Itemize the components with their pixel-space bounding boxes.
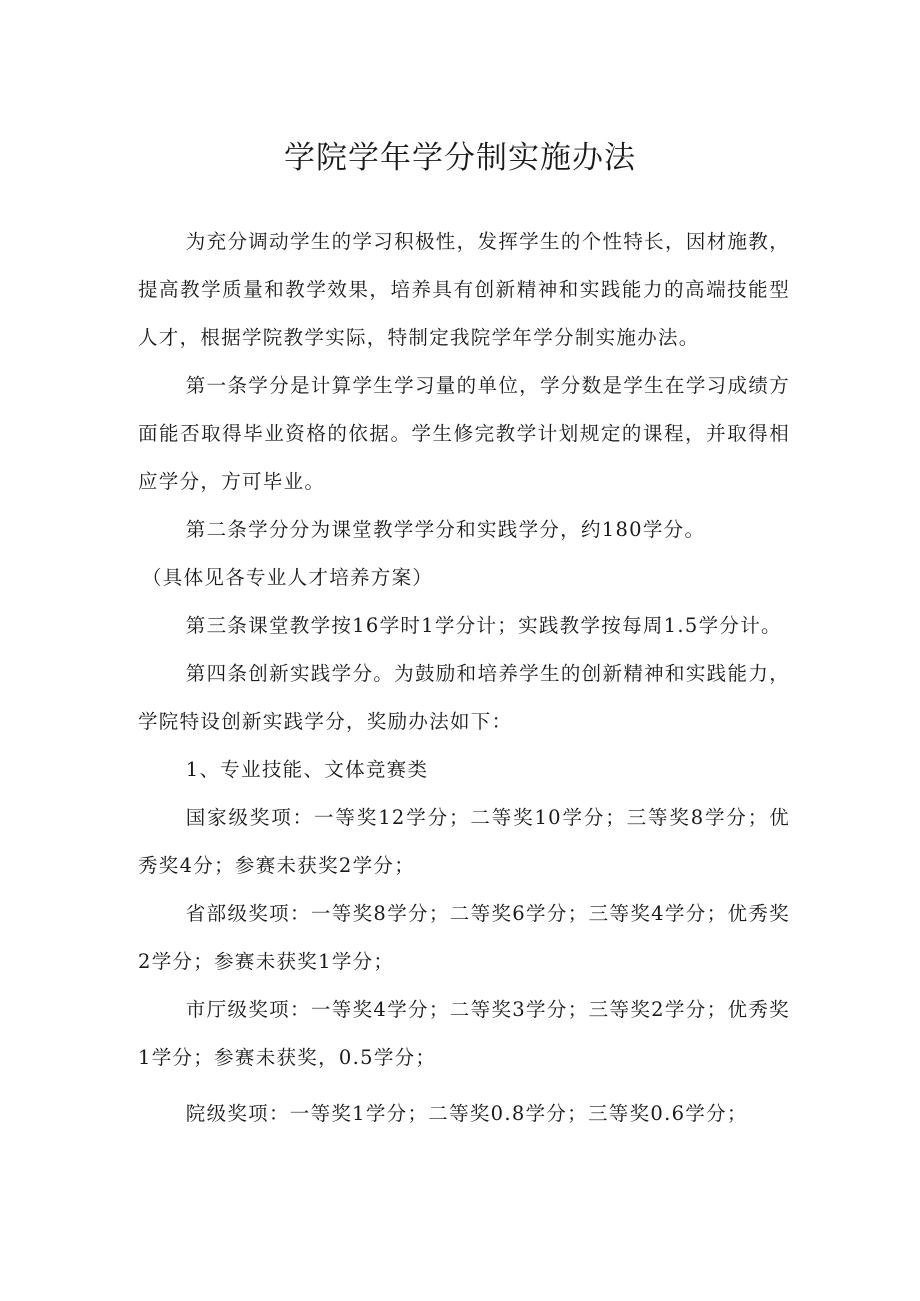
paragraph-municipal-awards: 市厅级奖项：一等奖4学分；二等奖3学分；三等奖2学分；优秀奖1学分；参赛未获奖，0.5学分； xyxy=(138,998,790,1069)
paragraph-note: （具体见各专业人才培养方案） xyxy=(142,566,434,589)
paragraph-article-2: 第二条学分分为课堂教学学分和实践学分，约180学分。 xyxy=(185,518,706,541)
document-body xyxy=(138,218,790,1138)
paragraph-article-1: 第一条学分是计算学生学习量的单位，学分数是学生在学习成绩方面能否取得毕业资格的依据。学生修完教学计划规定的课程，并取得相应学分，方可毕业。 xyxy=(138,374,790,493)
document-title: 学院学年学分制实施办法 xyxy=(284,140,636,176)
paragraph-national-awards: 国家级奖项：一等奖12学分；二等奖10学分；三等奖8学分；优秀奖4分；参赛未获奖2学分； xyxy=(138,806,790,877)
paragraph-college-awards: 院级奖项：一等奖1学分；二等奖0.8学分；三等奖0.6学分； xyxy=(185,1102,748,1125)
paragraph-provincial-awards: 省部级奖项：一等奖8学分；二等奖6学分；三等奖4学分；优秀奖2学分；参赛未获奖1学分； xyxy=(138,902,790,973)
paragraph-article-3: 第三条课堂教学按16学时1学分计；实践教学按每周1.5学分计。 xyxy=(185,614,782,637)
paragraph-article-4: 第四条创新实践学分。为鼓励和培养学生的创新精神和实践能力，学院特设创新实践学分，奖励办法如下： xyxy=(138,662,790,733)
paragraph-category-1: 1、专业技能、文体竞赛类 xyxy=(185,758,429,781)
paragraph-intro: 为充分调动学生的学习积极性，发挥学生的个性特长，因材施教，提高教学质量和教学效果，培养具有创新精神和实践能力的高端技能型人才，根据学院教学实际，特制定我院学年学分制实施办法。 xyxy=(138,230,790,349)
